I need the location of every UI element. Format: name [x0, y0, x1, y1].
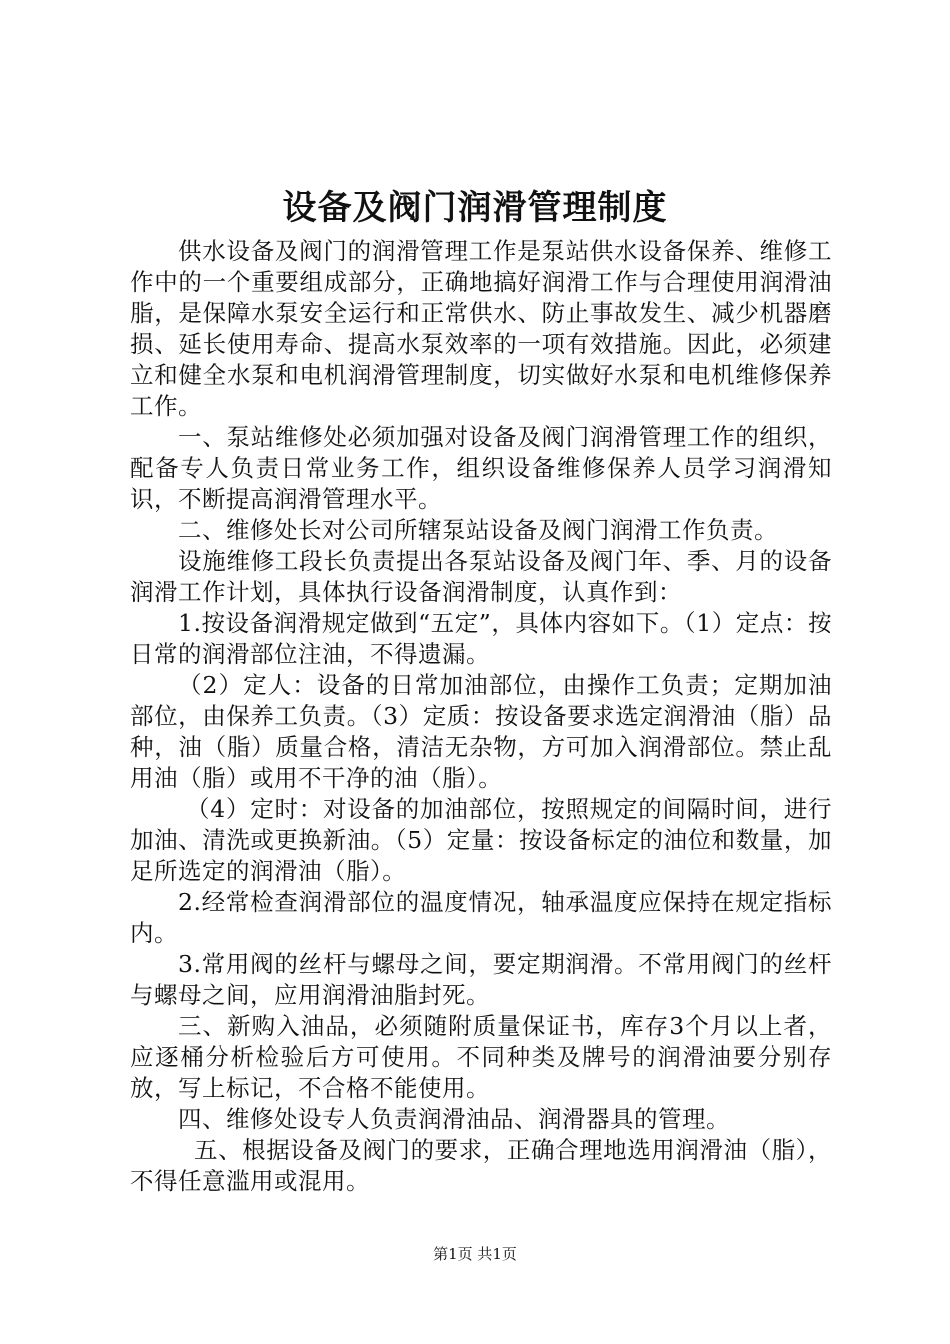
paragraph-item-1-cont-b: （4）定时：对设备的加油部位，按照规定的间隔时间，进行加油、清洗或更换新油。（5）定量：按设备标定的油位和数量，加足所选定的润滑油（脂）。 — [130, 795, 832, 885]
paragraph-item-2: 2.经常检查润滑部位的温度情况，轴承温度应保持在规定指标内。 — [130, 888, 832, 947]
paragraph-section-2-detail: 设施维修工段长负责提出各泵站设备及阀门年、季、月的设备润滑工作计划，具体执行设备润滑制度，认真作到： — [130, 547, 832, 606]
paragraph-item-1-cont-a: （2）定人：设备的日常加油部位，由操作工负责；定期加油部位，由保养工负责。（3）定质：按设备要求选定润滑油（脂）品种，油（脂）质量合格，清洁无杂物，方可加入润滑部位。禁止乱用油（脂）或用不干净的油（脂）。 — [130, 671, 832, 792]
paragraph-item-1: 1.按设备润滑规定做到“五定”，具体内容如下。（1）定点：按日常的润滑部位注油，不得遗漏。 — [130, 609, 832, 668]
page-number-footer: 第1页 共1页 — [433, 1245, 517, 1263]
paragraph-intro: 供水设备及阀门的润滑管理工作是泵站供水设备保养、维修工作中的一个重要组成部分，正确地搞好润滑工作与合理使用润滑油脂，是保障水泵安全运行和正常供水、防止事故发生、减少机器磨损、延长使用寿命、提高水泵效率的一项有效措施。因此，必须建立和健全水泵和电机润滑管理制度，切实做好水泵和电机维修保养工作。 — [130, 237, 832, 420]
document-body — [130, 236, 832, 1197]
paragraph-section-3: 三、新购入油品，必须随附质量保证书，库存3个月以上者，应逐桶分析检验后方可使用。不同种类及牌号的润滑油要分别存放，写上标记，不合格不能使用。 — [130, 1012, 832, 1102]
paragraph-section-5: 五、根据设备及阀门的要求，正确合理地选用润滑油（脂），不得任意滥用或混用。 — [130, 1136, 832, 1195]
paragraph-section-4: 四、维修处设专人负责润滑油品、润滑器具的管理。 — [178, 1105, 730, 1133]
paragraph-section-2: 二、维修处长对公司所辖泵站设备及阀门润滑工作负责。 — [178, 516, 778, 544]
paragraph-section-1: 一、泵站维修处必须加强对设备及阀门润滑管理工作的组织，配备专人负责日常业务工作，组织设备维修保养人员学习润滑知识，不断提高润滑管理水平。 — [130, 423, 832, 513]
document-title: 设备及阀门润滑管理制度 — [282, 188, 668, 228]
paragraph-item-3: 3.常用阀的丝杆与螺母之间，要定期润滑。不常用阀门的丝杆与螺母之间，应用润滑油脂封死。 — [130, 950, 832, 1009]
